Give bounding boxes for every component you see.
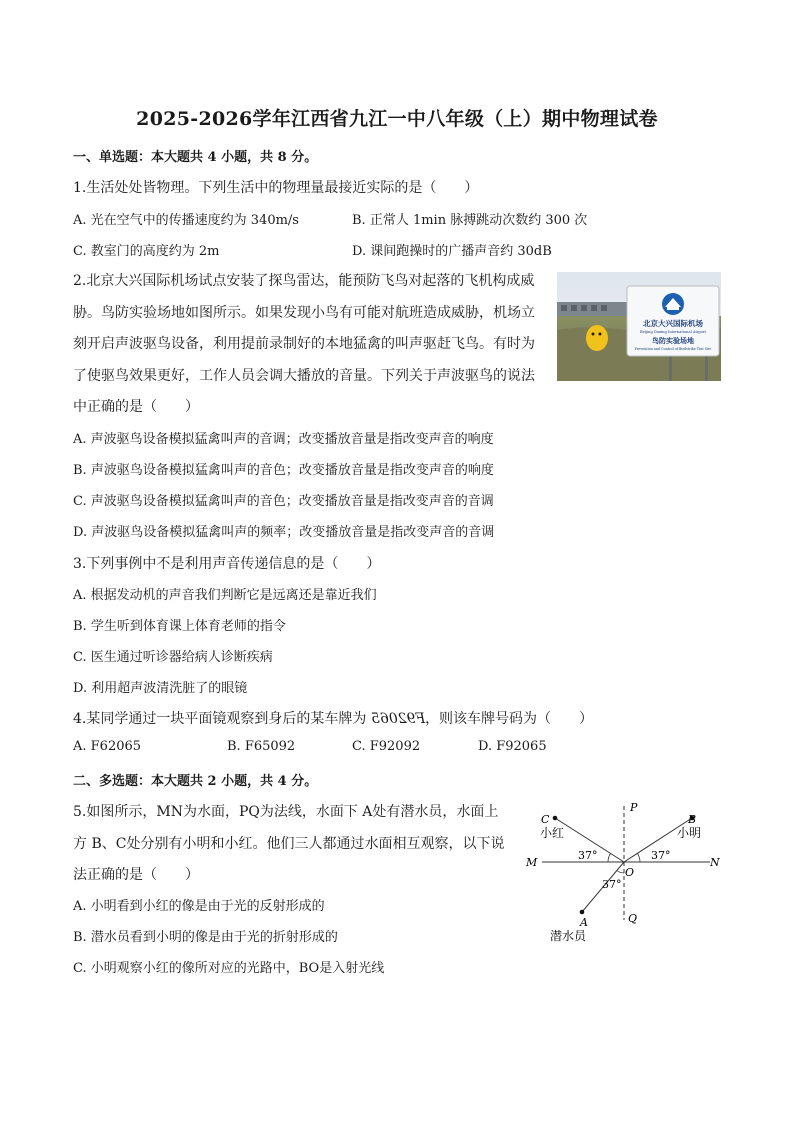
page-title: 2025-2026学年江西省九江一中八年级（上）期中物理试卷: [136, 108, 658, 130]
question-1-option-c: C. 教室门的高度约为 2m: [73, 244, 220, 259]
point-c: [553, 816, 558, 821]
question-4-stem: [73, 708, 593, 728]
label-xiaoming: 小明: [677, 826, 702, 840]
point-a: [580, 910, 585, 915]
question-4-option-c: C. F92092: [352, 739, 421, 754]
label-a: A: [580, 916, 588, 929]
angle-left-label: 37°: [578, 849, 598, 862]
question-3-option-d: D. 利用超声波清洗脏了的眼镜: [73, 681, 248, 696]
question-2-option-c: C. 声波驱鸟设备模拟猛禽叫声的音色；改变播放音量是指改变声音的音调: [73, 494, 494, 509]
question-2-stem-line-4: 了使驱鸟效果更好，工作人员会调大播放的音量。下列关于声波驱鸟的说法: [73, 368, 535, 384]
question-1-option-a: A. 光在空气中的传播速度约为 340m/s: [73, 213, 299, 228]
angle-bottom-label: 37°: [602, 878, 622, 891]
question-3-option-b: B. 学生听到体育课上体育老师的指令: [73, 619, 286, 634]
question-3-stem: 3.下列事例中不是利用声音传递信息的是（ ）: [73, 556, 381, 572]
question-4-option-b: B. F65092: [227, 739, 296, 754]
section-heading-single-choice: 一、单选题：本大题共 4 小题，共 8 分。: [73, 150, 318, 165]
sign-site-name: 鸟防实验场地: [652, 336, 694, 345]
question-5-stem-line-2: 方 B、C处分别有小明和小红。他们三人都通过水面相互观察，以下说: [73, 836, 505, 852]
question-1-option-d: D. 课间跑操时的广播声音约 30dB: [352, 244, 552, 259]
question-3-option-c: C. 医生通过听诊器给病人诊断疾病: [73, 650, 273, 665]
question-1-option-b: B. 正常人 1min 脉搏跳动次数约 300 次: [352, 213, 588, 228]
question-5-option-c: C. 小明观察小红的像所对应的光路中，BO是入射光线: [73, 961, 385, 976]
bird-prevention-site-photo: [557, 272, 721, 381]
label-p: P: [630, 801, 638, 814]
question-2-stem-line-2: 胁。鸟防实验场地如图所示。如果发现小鸟有可能对航班造成威胁，机场立: [73, 305, 535, 321]
sign-subtitle: Beijing Daxing International Airport: [640, 330, 706, 334]
label-q: Q: [628, 912, 638, 925]
question-4-stem-suffix: ，则该车牌号码为（ ）: [425, 711, 594, 727]
section-heading-multi-choice: 二、多选题：本大题共 2 小题，共 4 分。: [73, 774, 318, 789]
question-3-option-a: A. 根据发动机的声音我们判断它是远离还是靠近我们: [73, 588, 377, 603]
label-n: N: [710, 856, 720, 869]
question-1-stem: 1.生活处处皆物理。下列生活中的物理量最接近实际的是（ ）: [73, 180, 479, 196]
question-5-option-b: B. 潜水员看到小明的像是由于光的折射形成的: [73, 930, 338, 945]
question-2-option-d: D. 声波驱鸟设备模拟猛禽叫声的频率；改变播放音量是指改变声音的音调: [73, 525, 495, 540]
label-b: B: [688, 813, 697, 826]
refraction-diagram: [520, 798, 730, 948]
question-2-stem-line-5: 中正确的是（ ）: [73, 399, 199, 415]
question-4-stem-prefix: 4.某同学通过一块平面镜观察到身后的某车牌为: [73, 711, 371, 727]
question-2-option-b: B. 声波驱鸟设备模拟猛禽叫声的音色；改变播放音量是指改变声音的响度: [73, 463, 494, 478]
question-4-option-a: A. F62065: [73, 739, 142, 754]
question-4-option-d: D. F92065: [478, 739, 547, 754]
question-5-stem-line-3: 法正确的是（ ）: [73, 867, 199, 883]
label-o: O: [625, 866, 635, 879]
label-c: C: [541, 813, 550, 826]
question-5-stem-line-1: 5.如图所示，MN为水面，PQ为法线，水面下 A处有潜水员，水面上: [73, 804, 499, 820]
question-2-stem-line-3: 刻开启声波驱鸟设备，利用提前录制好的本地猛禽的叫声驱赶飞鸟。有时为: [73, 336, 535, 352]
question-2-option-a: A. 声波驱鸟设备模拟猛禽叫声的音调；改变播放音量是指改变声音的响度: [73, 432, 494, 447]
mirrored-plate: F92065: [370, 711, 426, 727]
label-xiaohong: 小红: [540, 826, 565, 840]
label-m: M: [526, 856, 538, 869]
question-2-stem-line-1: 2.北京大兴国际机场试点安装了探鸟雷达，能预防飞鸟对起落的飞机构成威: [73, 273, 535, 289]
sign-title: 北京大兴国际机场: [643, 319, 703, 328]
sign-site-english: Prevention and Control of Birdstrike Test Site: [634, 347, 712, 351]
angle-right-label: 37°: [651, 849, 671, 862]
question-5-option-a: A. 小明看到小红的像是由于光的反射形成的: [73, 899, 325, 914]
label-diver: 潜水员: [550, 929, 587, 943]
